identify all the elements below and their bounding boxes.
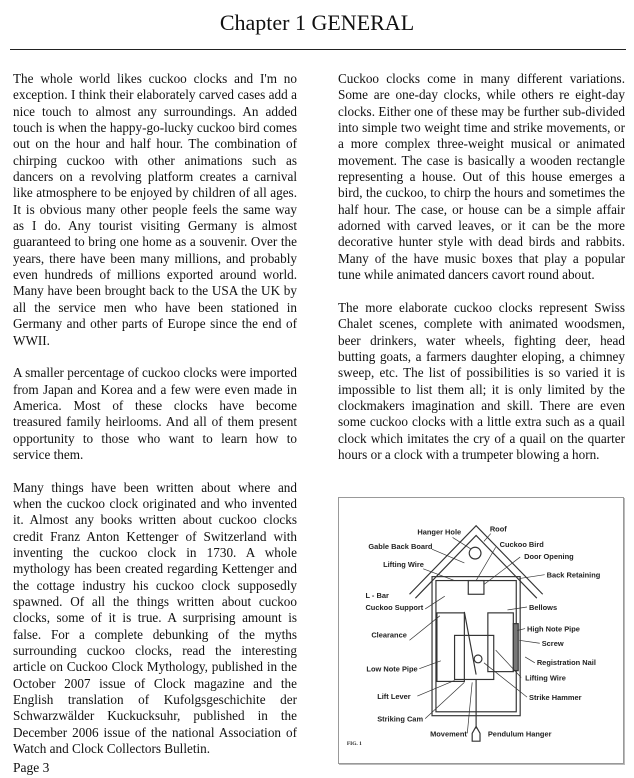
label-clearance: Clearance <box>371 630 407 640</box>
paragraph: The whole world likes cuckoo clocks and I'm no exception. I think their elaborately carved cases add a nice touch to almost any surroundings. An added touch is when the happy-go-lucky cuckoo bird comes out on the hour and half hour. The combination of chirping cuckoo with other animations such as dancers on a revolving platform creates a carnival like atmosphere to be enjoyed by children of all ages. It is obvious many other people feels the same way as I do. Any tourist visiting Germany is almost guaranteed to bring one home as a souvenir. Over the years, there have been many millions, and probably even hundreds of millions exported around world. Many have been brought back to the USA the UK by all the service men who have been stationed in Germany and other parts of Europe since the end of WWII. <box>13 71 297 348</box>
label-roof: Roof <box>489 524 507 534</box>
label-low-note-pipe: Low Note Pipe <box>366 664 418 674</box>
label-hanger-hole: Hanger Hole <box>417 527 462 537</box>
label-screw: Screw <box>541 639 564 649</box>
label-lift-lever: Lift Lever <box>377 692 411 702</box>
right-column <box>338 71 625 480</box>
label-movement: Movement <box>430 729 467 739</box>
label-registration-nail: Registration Nail <box>536 657 596 667</box>
label-bellows: Bellows <box>528 602 558 612</box>
paragraph: Many things have been written about where and when the cuckoo clock originated and who invented it. Almost any books written about cuckoo clocks credit Franz Anton Kettenger of Switzerland with inventing the cuckoo clock in 1730. A whole mythology has been created regarding Kettenger and the cottage industry his cuckoo clock supposedly spawned. Of all the things written about cuckoo clocks, some of it is true. A surprising amount is false. For a complete debunking of the myths surrounding cuckoo clocks, read the interesting article on Cuckoo Clock Mythology, published in the October 2007 issue of Clock magazine and the English translation of Kufolgsgeschichite der Schwarzwälder Kuckucksuhr, published in the December 2006 issue of the national Association of Watch and Clock Collectors Bulletin. <box>13 479 297 757</box>
leader-lines <box>410 534 545 734</box>
label-high-note-pipe: High Note Pipe <box>527 624 580 634</box>
paragraph: Cuckoo clocks come in many different variations. Some are one-day clocks, while others re eight-day clocks. Either one of these may be further sub-divided into simple two weight time and strike movements, or a more complex three-weight musical or animated movement. The case is basically a wooden rectangle representing a house. Out of this house emerges a bird, the cuckoo, to chirp the hours and sometimes the half hour. The case, or house can be a simple affair adorned with carved leaves, or it can be the more decorative hunter style with dead birds and rabbits. Many of the have music boxes that play a popular tune while animated dancers cavort round about. <box>338 71 625 283</box>
paragraph: A smaller percentage of cuckoo clocks were imported from Japan and Korea and a few were even made in America. Most of these clocks have become treasured family heirlooms. And all of them present opportunity to those who want to learn how to service them. <box>13 365 297 462</box>
label-lifting-wire-bottom: Lifting Wire <box>525 673 566 683</box>
label-cuckoo-support: Cuckoo Support <box>365 602 424 612</box>
cuckoo-clock-diagram <box>338 497 624 764</box>
label-pendulum-hanger: Pendulum Hanger <box>487 729 552 739</box>
label-striking-cam: Striking Cam <box>377 714 424 724</box>
label-cuckoo-bird: Cuckoo Bird <box>499 540 544 550</box>
label-door-opening: Door Opening <box>524 552 574 562</box>
clock-house-outline <box>410 526 543 741</box>
left-column <box>13 71 297 774</box>
figure-caption: FIG. 1 <box>346 741 362 748</box>
page-title: Chapter 1 GENERAL <box>219 10 415 35</box>
page-number: Page 3 <box>13 760 50 775</box>
label-gable-back-board: Gable Back Board <box>368 542 433 552</box>
title-divider <box>10 49 626 50</box>
label-lifting-wire-top: Lifting Wire <box>383 559 424 569</box>
label-l-bar: L - Bar <box>365 591 389 601</box>
paragraph: The more elaborate cuckoo clocks represent Swiss Chalet scenes, complete with animated woodsmen, beer drinkers, water wheels, fighting deer, head butting goats, a farmers daughter eloping, a chimney sweep, etc. The list of possibilities is so varied it is impossible to list them all; it is only limited by the clockmakers imagination and skill. There are even some cuckoo clocks with a little extra such as a quail clock which imitates the cry of a quail on the quarter hours or a clock with a trumpeter blowing a horn. <box>338 299 625 462</box>
label-back-retaining: Back Retaining <box>546 570 601 580</box>
label-strike-hammer: Strike Hammer <box>528 693 582 703</box>
diagram-drawing <box>339 498 623 763</box>
